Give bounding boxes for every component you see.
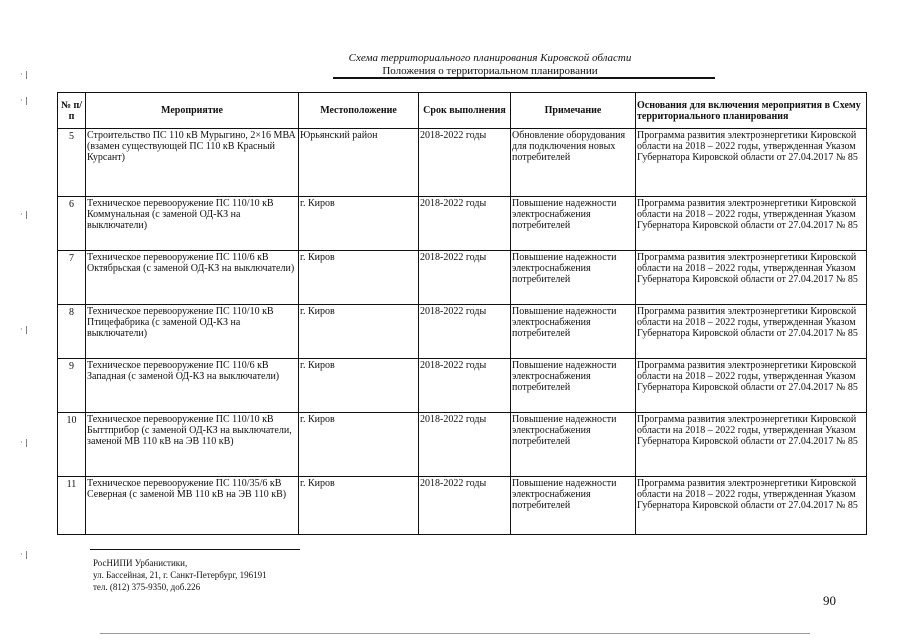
row-basis: Программа развития электроэнергетики Кировской области на 2018 – 2022 годы, утвержденная Указом Губернатора Кировской области от 27.04.2017 № 85 (636, 477, 867, 535)
row-basis: Программа развития электроэнергетики Кировской области на 2018 – 2022 годы, утвержденная Указом Губернатора Кировской области от 27.04.2017 № 85 (636, 413, 867, 477)
header-rule (333, 77, 715, 79)
footer-org: РосНИПИ Урбанистики, (93, 558, 188, 568)
row-term: 2018-2022 годы (419, 251, 511, 305)
column-header-event: Мероприятие (86, 93, 299, 129)
row-term: 2018-2022 годы (419, 197, 511, 251)
row-location: г. Киров (299, 305, 419, 359)
table-row (58, 359, 867, 413)
table-row (58, 477, 867, 535)
row-location: Юрьянский район (299, 129, 419, 197)
row-number: 11 (58, 477, 86, 535)
table-header-row (58, 93, 867, 129)
row-basis: Программа развития электроэнергетики Кировской области на 2018 – 2022 годы, утвержденная Указом Губернатора Кировской области от 27.04.2017 № 85 (636, 305, 867, 359)
row-event: Техническое перевооружение ПС 110/10 кВ Быттприбор (с заменой ОД-КЗ на выключатели, заменой МВ 110 кВ на ЭВ 110 кВ) (86, 413, 299, 477)
scan-mark: · | (20, 438, 28, 447)
row-term: 2018-2022 годы (419, 477, 511, 535)
row-note: Повышение надежности электроснабжения потребителей (511, 413, 636, 477)
row-event: Техническое перевооружение ПС 110/6 кВ Западная (с заменой ОД-КЗ на выключатели) (86, 359, 299, 413)
row-term: 2018-2022 годы (419, 359, 511, 413)
table-row (58, 197, 867, 251)
row-location: г. Киров (299, 477, 419, 535)
scan-mark: · | (20, 210, 28, 219)
scan-mark: · | (20, 550, 28, 559)
column-header-number: № п/п (58, 93, 86, 129)
table-row (58, 129, 867, 197)
row-note: Повышение надежности электроснабжения потребителей (511, 477, 636, 535)
row-location: г. Киров (299, 251, 419, 305)
row-note: Повышение надежности электроснабжения потребителей (511, 305, 636, 359)
events-table (57, 92, 867, 535)
page-number: 90 (823, 593, 836, 608)
row-basis: Программа развития электроэнергетики Кировской области на 2018 – 2022 годы, утвержденная Указом Губернатора Кировской области от 27.04.2017 № 85 (636, 197, 867, 251)
table-row (58, 305, 867, 359)
row-location: г. Киров (299, 413, 419, 477)
row-basis: Программа развития электроэнергетики Кировской области на 2018 – 2022 годы, утвержденная Указом Губернатора Кировской области от 27.04.2017 № 85 (636, 129, 867, 197)
row-number: 5 (58, 129, 86, 197)
footer-rule (90, 549, 300, 550)
row-number: 6 (58, 197, 86, 251)
row-term: 2018-2022 годы (419, 129, 511, 197)
row-event: Строительство ПС 110 кВ Мурыгино, 2×16 МВА (взамен существующей ПС 110 кВ Красный Курсант) (86, 129, 299, 197)
column-header-basis: Основания для включения мероприятия в Схему территориального планирования (636, 93, 867, 129)
row-note: Повышение надежности электроснабжения потребителей (511, 359, 636, 413)
column-header-location: Местоположение (299, 93, 419, 129)
row-number: 7 (58, 251, 86, 305)
row-number: 10 (58, 413, 86, 477)
document-subtitle: Положения о территориальном планировании (382, 65, 598, 77)
row-event: Техническое перевооружение ПС 110/10 кВ Коммунальная (с заменой ОД-КЗ на выключатели) (86, 197, 299, 251)
column-header-note: Примечание (511, 93, 636, 129)
row-note: Повышение надежности электроснабжения потребителей (511, 251, 636, 305)
footer-address: ул. Бассейная, 21, г. Санкт-Петербург, 196191 (93, 570, 267, 580)
row-location: г. Киров (299, 359, 419, 413)
scan-mark: · | (20, 325, 28, 334)
row-basis: Программа развития электроэнергетики Кировской области на 2018 – 2022 годы, утвержденная Указом Губернатора Кировской области от 27.04.2017 № 85 (636, 359, 867, 413)
row-note: Обновление оборудования для подключения новых потребителей (511, 129, 636, 197)
document-title: Схема территориального планирования Кировской области (348, 52, 632, 64)
table-row (58, 413, 867, 477)
table-row (58, 251, 867, 305)
row-basis: Программа развития электроэнергетики Кировской области на 2018 – 2022 годы, утвержденная Указом Губернатора Кировской области от 27.04.2017 № 85 (636, 251, 867, 305)
row-number: 9 (58, 359, 86, 413)
bottom-rule (100, 633, 810, 634)
column-header-term: Срок выполнения (419, 93, 511, 129)
scan-mark: · | (20, 70, 28, 79)
footer-phone: тел. (812) 375-9350, доб.226 (93, 582, 201, 592)
row-term: 2018-2022 годы (419, 413, 511, 477)
row-event: Техническое перевооружение ПС 110/6 кВ Октябрьская (с заменой ОД-КЗ на выключатели) (86, 251, 299, 305)
row-number: 8 (58, 305, 86, 359)
row-event: Техническое перевооружение ПС 110/35/6 кВ Северная (с заменой МВ 110 кВ на ЭВ 110 кВ) (86, 477, 299, 535)
row-term: 2018-2022 годы (419, 305, 511, 359)
scan-mark: · | (20, 96, 28, 105)
row-event: Техническое перевооружение ПС 110/10 кВ Птицефабрика (с заменой ОД-КЗ на выключатели) (86, 305, 299, 359)
row-note: Повышение надежности электроснабжения потребителей (511, 197, 636, 251)
row-location: г. Киров (299, 197, 419, 251)
